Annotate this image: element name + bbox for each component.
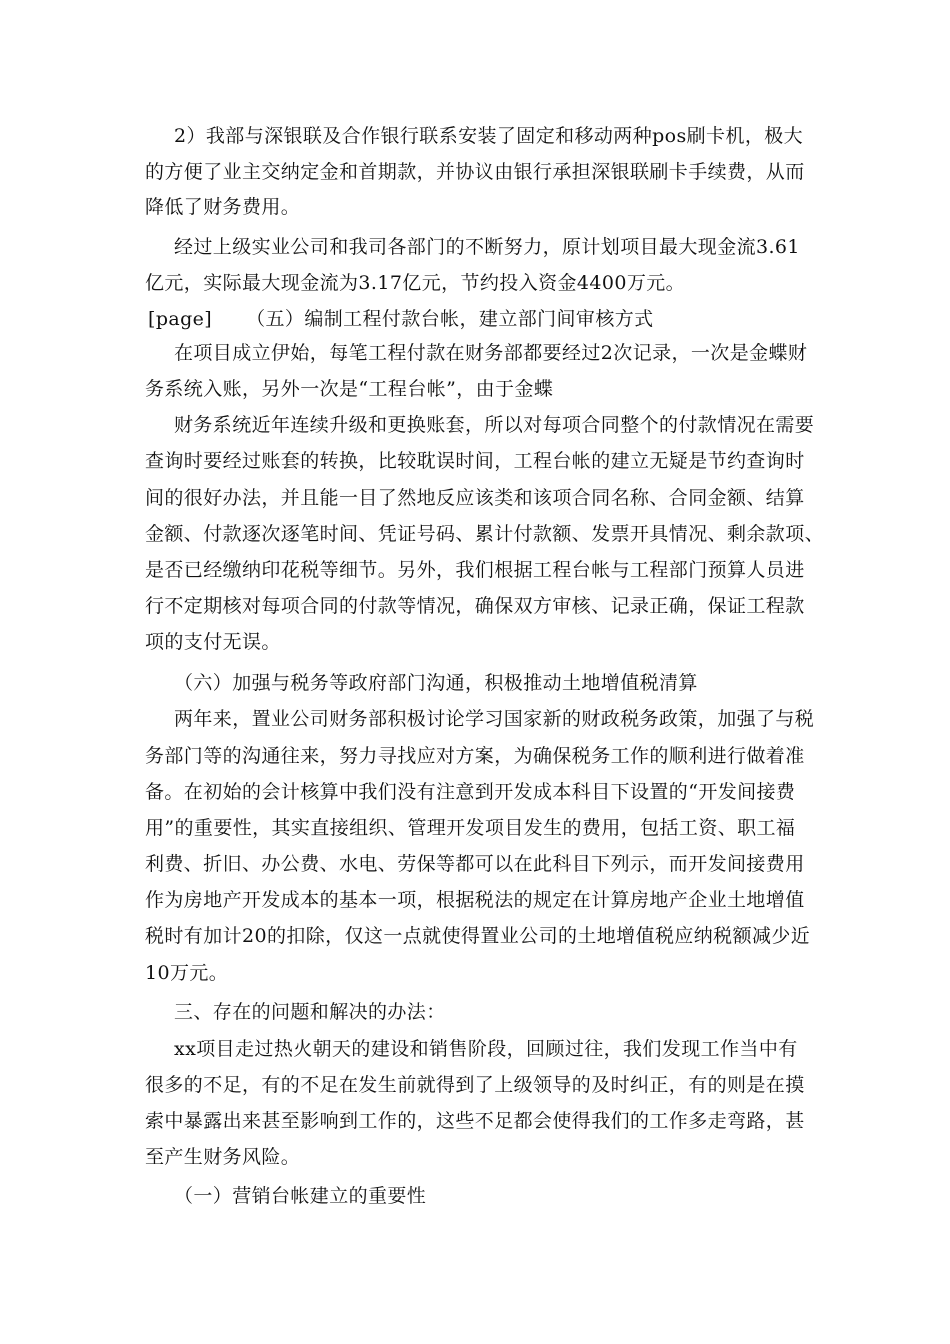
paragraph-line: 索中暴露出来甚至影响到工作的，这些不足都会使得我们的工作多走弯路，甚	[145, 1110, 805, 1132]
paragraph-line: 务部门等的沟通往来，努力寻找应对方案，为确保税务工作的顺利进行做着准	[145, 745, 805, 767]
paragraph-line: 的方便了业主交纳定金和首期款，并协议由银行承担深银联刷卡手续费，从而	[145, 161, 805, 183]
paragraph-line: 备。在初始的会计核算中我们没有注意到开发成本科目下设置的“开发间接费	[145, 781, 796, 803]
paragraph-line: 作为房地产开发成本的基本一项，根据税法的规定在计算房地产企业土地增值	[145, 889, 805, 911]
paragraph-line: 用”的重要性，其实直接组织、管理开发项目发生的费用，包括工资、职工福	[145, 817, 796, 839]
paragraph-line: 金额、付款逐次逐笔时间、凭证号码、累计付款额、发票开具情况、剩余款项、	[145, 523, 825, 545]
section-heading-line	[148, 307, 808, 331]
paragraph-line: 2）我部与深银联及合作银行联系安装了固定和移动两种pos刷卡机，极大	[174, 125, 804, 147]
section-heading: （五）编制工程付款台帐，建立部门间审核方式	[246, 308, 654, 330]
paragraph-line: 税时有加计20的扣除，仅这一点就使得置业公司的土地增值税应纳税额减少近	[145, 925, 811, 947]
paragraph-line: 务系统入账，另外一次是“工程台帐”，由于金蝶	[145, 378, 554, 400]
paragraph-line: 两年来，置业公司财务部积极讨论学习国家新的财政税务政策，加强了与税	[174, 708, 815, 730]
paragraph-line: 亿元，实际最大现金流为3.17亿元，节约投入资金4400万元。	[145, 272, 686, 294]
paragraph-line: xx项目走过热火朝天的建设和销售阶段，回顾过往，我们发现工作当中有	[174, 1038, 798, 1060]
section-heading: 三、存在的问题和解决的办法：	[174, 1001, 446, 1023]
paragraph-line: 行不定期核对每项合同的付款等情况，确保双方审核、记录正确，保证工程款	[145, 595, 805, 617]
paragraph-line: 项的支付无误。	[145, 631, 281, 653]
section-heading: （一）营销台帐建立的重要性	[174, 1185, 427, 1207]
paragraph-line: 利费、折旧、办公费、水电、劳保等都可以在此科目下列示，而开发间接费用	[145, 853, 805, 875]
paragraph-line: 很多的不足，有的不足在发生前就得到了上级领导的及时纠正，有的则是在摸	[145, 1074, 805, 1096]
paragraph-line: 在项目成立伊始，每笔工程付款在财务部都要经过2次记录，一次是金蝶财	[174, 342, 808, 364]
paragraph-line: 间的很好办法，并且能一目了然地反应该类和该项合同名称、合同金额、结算	[145, 487, 805, 509]
paragraph-line: 经过上级实业公司和我司各部门的不断努力，原计划项目最大现金流3.61	[174, 236, 800, 258]
paragraph-line: 是否已经缴纳印花税等细节。另外，我们根据工程台帐与工程部门预算人员进	[145, 559, 805, 581]
section-heading: （六）加强与税务等政府部门沟通，积极推动土地增值税清算	[174, 672, 698, 694]
paragraph-line: 至产生财务风险。	[145, 1146, 301, 1168]
paragraph-line: 降低了财务费用。	[145, 196, 301, 218]
paragraph-line: 10万元。	[145, 962, 229, 984]
page-tag: [page]	[148, 308, 213, 330]
paragraph-line: 财务系统近年连续升级和更换账套，所以对每项合同整个的付款情况在需要	[174, 414, 815, 436]
paragraph-line: 查询时要经过账套的转换，比较耽误时间，工程台帐的建立无疑是节约查询时	[145, 450, 805, 472]
